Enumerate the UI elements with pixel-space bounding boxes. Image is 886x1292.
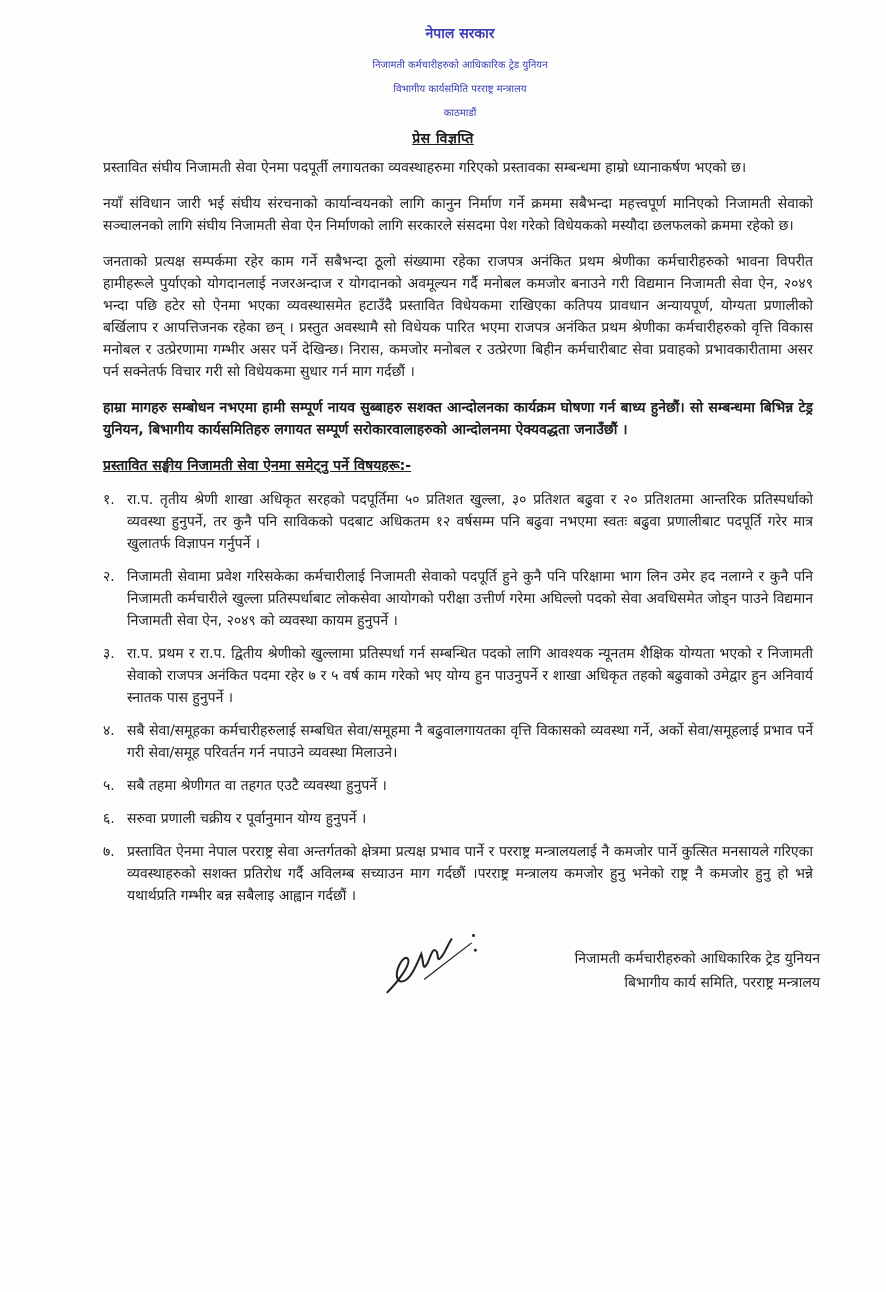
item-text: सबै तहमा श्रेणीगत वा तहगत एउटै व्यवस्था हुनुपर्ने । <box>127 778 387 794</box>
demand-paragraph: हाम्रा मागहरु सम्बोधन नभएमा हामी सम्पूर्ण नायव सुब्बाहरु सशक्त आन्दोलनका कार्यक्रम घोषणा गर्न बाध्य हुनेछौं। सो सम्बन्धमा बिभिन्न टेड्र युनियन, बिभागीय कार्यसमितिहरु लगायत सम्पूर्ण सरोकारवालाहरुको आन्दोलनमा ऐक्यवद्धता जनाउँछौं । <box>103 400 813 438</box>
list-item <box>103 720 813 764</box>
paragraph-3: जनताको प्रत्यक्ष सम्पर्कमा रहेर काम गर्ने सबैभन्दा ठूलो संख्यामा रहेका राजपत्र अनंकित प्रथम श्रेणीका कर्मचारीहरुको भावना विपरीत हामीहरूले पुर्याएको योगदानलाई नजरअन्दाज र योगदानको अवमूल्यन गर्दै मनोबल कमजोर बनाउने गरी विद्यमान निजामती सेवा ऐन, २०४९ भन्दा पछि हटेर सो ऐनमा भएका व्यवस्थासमेत हटाउँदै प्रस्तावित विधेयकमा राखिएका कतिपय प्रावधान अन्यायपूर्ण, योग्यता प्रणालीको बर्खिलाप र आपत्तिजनक रहेका छन् । प्रस्तुत अवस्थामै सो विधेयक पारित भएमा राजपत्र अनंकित प्रथम श्रेणीका कर्मचारीहरुको वृत्ति विकास मनोबल र उत्प्रेरणामा गम्भीर असर पर्ने देखिन्छ। निरास, कमजोर मनोबल र उत्प्रेरणा बिहीन कर्मचारीबाट सेवा प्रवाहको प्रभावकारीतामा असर पर्न सक्नेतर्फ विचार गरी सो विधेयकमा सुधार गर्न माग गर्दछौं । <box>103 254 813 380</box>
item-text: रा.प. प्रथम र रा.प. द्वितीय श्रेणीको खुल्लामा प्रतिस्पर्धा गर्न सम्बन्धित पदको लागि आवश्यक न्यूनतम शैक्षिक योग्यता भएको र निजामती सेवाको राजपत्र अनंकित पदमा रहेर ७ र ५ वर्ष काम गरेको भए योग्य हुन पाउनुपर्ने र शाखा अधिकृत तहको बढुवाको उमेद्वार हुन अनिवार्य स्नातक पास हुनुपर्ने । <box>127 646 813 706</box>
paragraph-2: नयाँ संविधान जारी भई संघीय संरचनाको कार्यान्वयनको लागि कानुन निर्माण गर्ने क्रममा सबैभन्दा महत्त्वपूर्ण मानिएको निजामती सेवाको सञ्चालनको लागि संघीय निजामती सेवा ऐन निर्माणको लागि सरकारले संसदमा पेश गरेको विधेयकको मस्यौदा छलफलको क्रममा रहेको छ। <box>103 196 813 234</box>
signatory-department: बिभागीय कार्य समिति, परराष्ट्र मन्त्रालय <box>624 975 820 991</box>
title-row <box>0 128 886 149</box>
section-heading: प्रस्तावित सङ्घीय निजामती सेवा ऐनमा समेट्नु पर्ने विषयहरू:- <box>103 458 412 474</box>
item-number: ४. <box>103 723 115 739</box>
item-number: ७. <box>103 844 115 860</box>
stamp-ring-text: निजामती कर्मचारीहरुको आधिकारिक ट्रेड युनियन <box>372 60 548 71</box>
item-number: ५. <box>103 778 115 794</box>
item-number: ३. <box>103 646 115 662</box>
item-text: सरुवा प्रणाली चक्रीय र पूर्वानुमान योग्य हुनुपर्ने । <box>127 811 367 827</box>
list-item <box>103 808 813 830</box>
item-text: सबै सेवा/समूहका कर्मचारीहरुलाई सम्बधित सेवा/समूहमा नै बढुवालगायतका वृत्ति विकासको व्यवस्था गर्ने, अर्को सेवा/समूहलाई प्रभाव पर्ने गरी सेवा/समूह परिवर्तन गर्न नपाउने व्यवस्था मिलाउने। <box>127 723 813 761</box>
list-item <box>103 566 813 632</box>
document-header <box>0 0 886 128</box>
stamp-bottom-text: काठमाडौं <box>443 108 477 119</box>
item-number: १. <box>103 492 115 508</box>
list-item <box>103 841 813 907</box>
document-body <box>103 157 813 907</box>
item-text: निजामती सेवामा प्रवेश गरिसकेका कर्मचारीलाई निजामती सेवाको पदपूर्ति हुने कुनै पनि परिक्षामा भाग लिन उमेर हद नलाग्ने र कुनै पनि निजामती कर्मचारीले खुल्ला प्रतिस्पर्धाबाट लोकसेवा आयोगको परीक्षा उत्तीर्ण गरेमा अघिल्लो पदको सेवा अवधिसमेत जोड्न पाउने विद्यमान निजामती सेवा ऐन, २०४९ को व्यवस्था कायम हुनुपर्ने । <box>127 569 813 629</box>
signatory-organization: निजामती कर्मचारीहरुको आधिकारिक ट्रेड युनियन <box>574 951 820 967</box>
list-item <box>103 775 813 797</box>
stamp-graphic <box>330 22 590 126</box>
official-stamp <box>330 22 590 126</box>
item-number: २. <box>103 569 115 585</box>
signature-block <box>380 925 820 1001</box>
stamp-inner-text: विभागीय कार्यसमिति परराष्ट्र मन्त्रालय <box>393 84 527 95</box>
item-text: रा.प. तृतीय श्रेणी शाखा अधिकृत सरहको पदपूर्तिमा ५० प्रतिशत खुल्ला, ३० प्रतिशत बढुवा र २० प्रतिशतमा आन्तरिक प्रतिस्पर्धाको व्यवस्था हुनुपर्ने, तर कुनै पनि साविकको पदबाट अधिकतम १२ वर्षसम्म पनि बढुवा नभएमा स्वतः बढुवा प्रणालीबाट पदपूर्ति गरेर मात्र खुलातर्फ विज्ञापन गर्नुपर्ने । <box>127 492 813 552</box>
handwritten-signature-icon <box>380 925 490 1001</box>
item-text: प्रस्तावित ऐनमा नेपाल परराष्ट्र सेवा अन्तर्गतको क्षेत्रमा प्रत्यक्ष प्रभाव पार्ने र परराष्ट्र मन्त्रालयलाई नै कमजोर पार्ने कुत्सित मनसायले गरिएका व्यवस्थाहरुको सशक्त प्रतिरोध गर्दै अविलम्ब सच्याउन माग गर्दछौं ।परराष्ट्र मन्त्रालय कमजोर हुनु भनेको राष्ट्र नै कमजोर हुनु हो भन्ने यथार्थप्रति गम्भीर बन्न सबैलाइ आह्वान गर्दछौं । <box>127 844 813 904</box>
paragraph-1: प्रस्तावित संघीय निजामती सेवा ऐनमा पदपूर्ती लगायतका व्यवस्थाहरुमा गरिएको प्रस्तावका सम्बन्धमा हाम्रो ध्यानाकर्षण भएको छ। <box>103 160 747 176</box>
signatory <box>490 925 820 995</box>
list-item <box>103 643 813 709</box>
list-item <box>103 489 813 555</box>
document-title: प्रेस विज्ञप्ति <box>412 131 474 147</box>
item-number: ६. <box>103 811 115 827</box>
stamp-top-text: नेपाल सरकार <box>425 26 495 42</box>
